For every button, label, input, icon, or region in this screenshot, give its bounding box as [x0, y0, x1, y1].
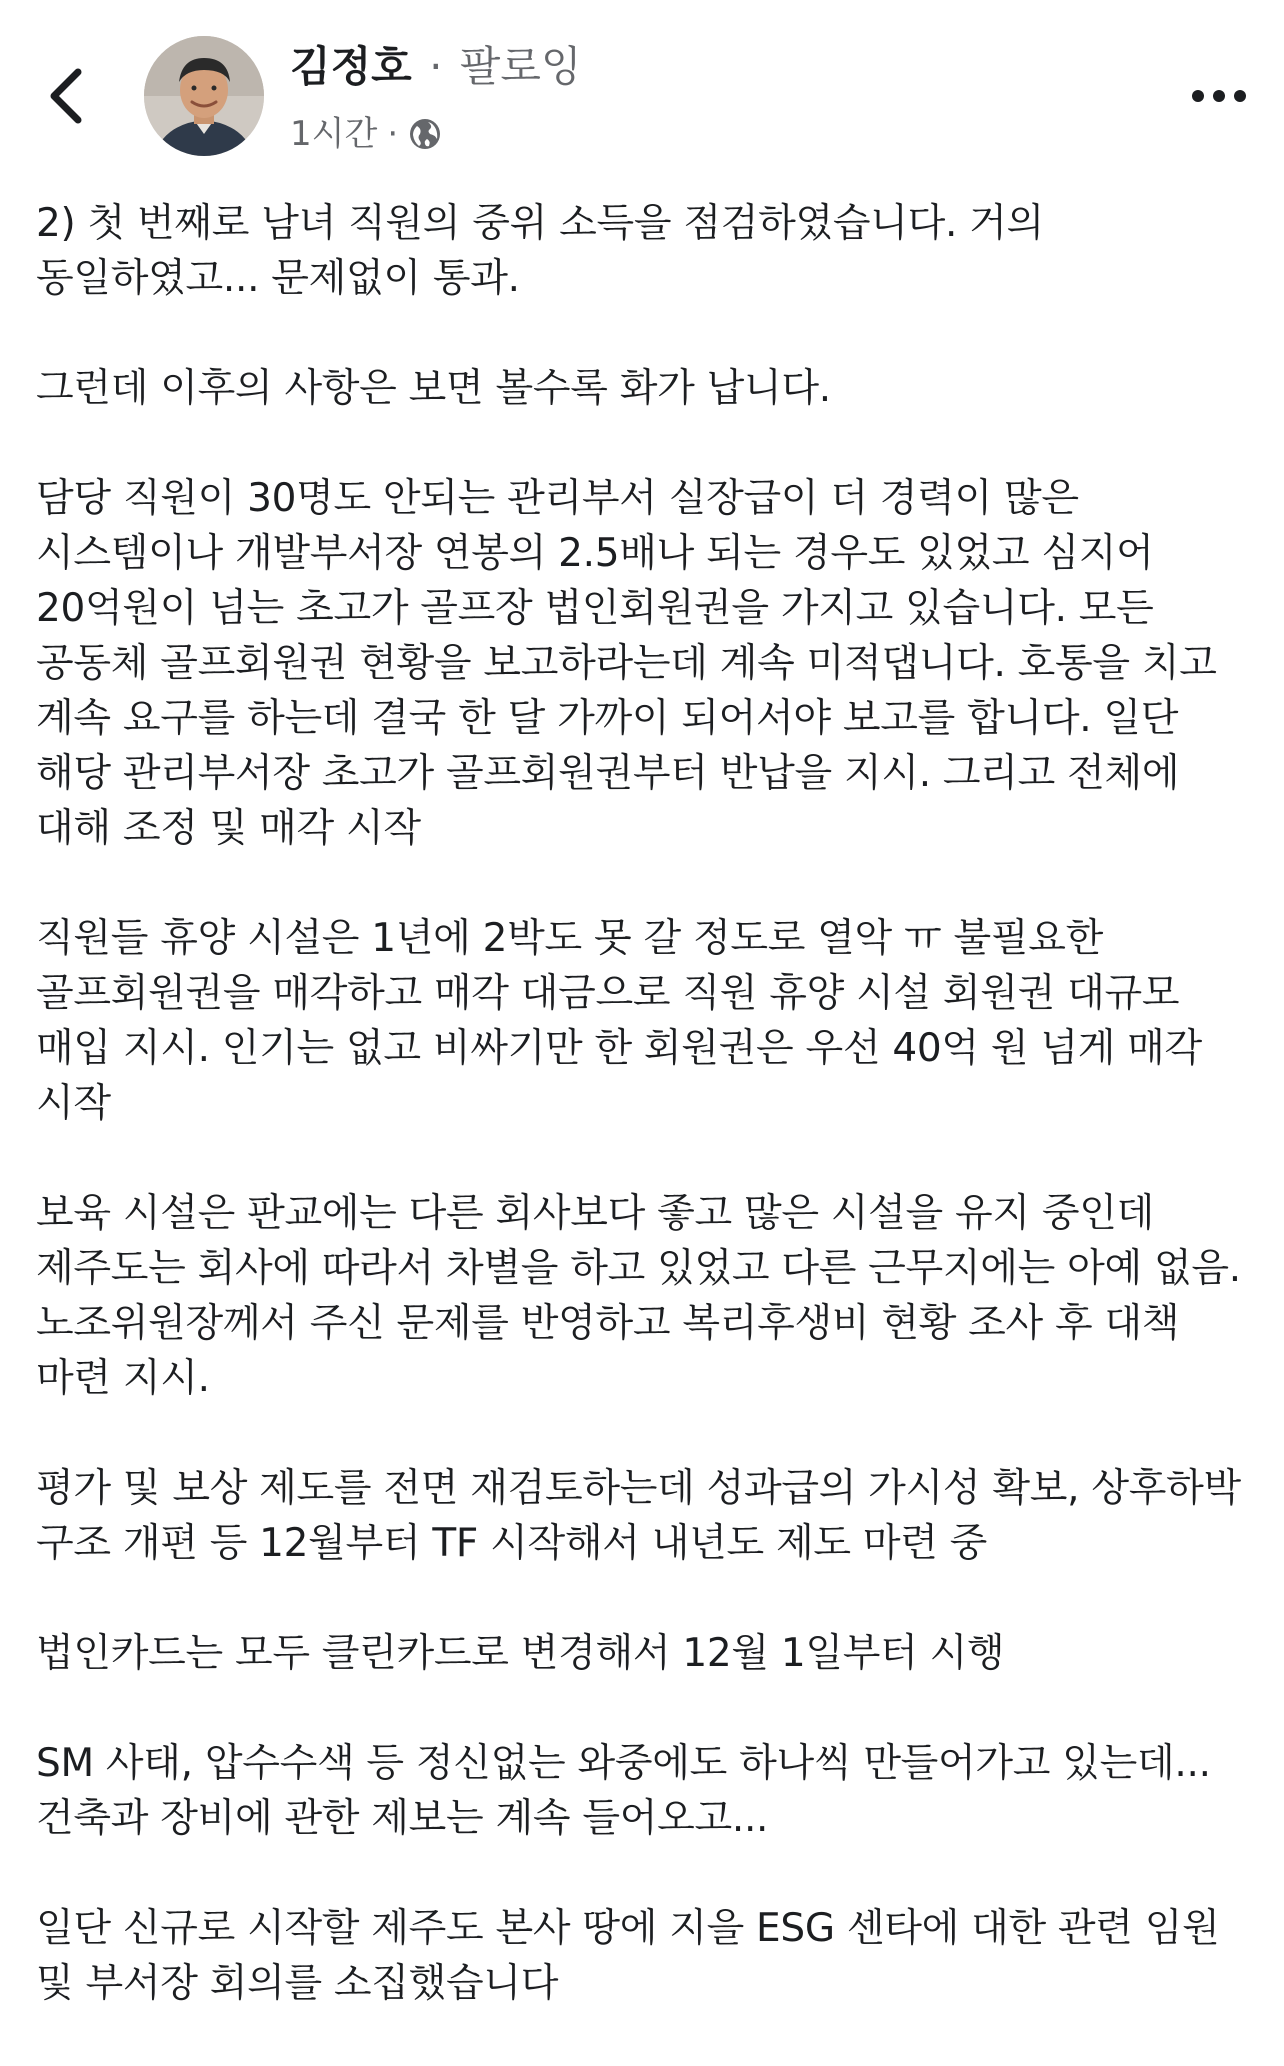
author-line [290, 38, 582, 96]
more-options-icon [1184, 76, 1254, 116]
meta-separator: · [387, 114, 399, 154]
back-button[interactable] [40, 60, 100, 130]
name-separator: · [429, 42, 443, 91]
post-paragraph: SM 사태, 압수수색 등 정신없는 와중에도 하나씩 만들어가고 있는데... 건축과 장비에 관한 제보는 계속 들어오고... [36, 1741, 1211, 1841]
post-timestamp[interactable]: 1시간 [290, 114, 378, 154]
following-button[interactable]: 팔로잉 [459, 42, 582, 91]
post-paragraph: 그런데 이후의 사항은 보면 볼수록 화가 납니다. [36, 366, 831, 411]
post-paragraph: 담당 직원이 30명도 안되는 관리부서 실장급이 더 경력이 많은 시스템이나 개발부서장 연봉의 2.5배나 되는 경우도 있었고 심지어 20억원이 넘는 초고가 골프장 법인회원권을 가지고 있습니다. 모든 공동체 골프회원권 현황을 보고하라는데 계속 미적댑니다. 호통을 치고 계속 요구를 하는데 결국 한 달 가까이 되어서야 보고를 합니다. 일단 해당 관리부서장 초고가 골프회원권부터 반납을 지시. 그리고 전체에 대해 조정 및 매각 시작 [36, 476, 1217, 851]
avatar-photo [144, 36, 264, 156]
more-options-button[interactable] [1184, 76, 1254, 116]
author-avatar[interactable] [144, 36, 264, 156]
globe-icon [408, 117, 442, 151]
post-meta [290, 112, 442, 156]
chevron-left-icon [40, 60, 100, 130]
author-name[interactable]: 김정호 [290, 42, 412, 91]
post-paragraph: 2) 첫 번째로 남녀 직원의 중위 소득을 점검하였습니다. 거의 동일하였고... 문제없이 통과. [36, 201, 1044, 301]
post-paragraph: 평가 및 보상 제도를 전면 재검토하는데 성과급의 가시성 확보, 상후하박 구조 개편 등 12월부터 TF 시작해서 내년도 제도 마련 중 [36, 1466, 1241, 1566]
post-header [0, 0, 1284, 160]
post-paragraph: 보육 시설은 판교에는 다른 회사보다 좋고 많은 시설을 유지 중인데 제주도는 회사에 따라서 차별을 하고 있었고 다른 근무지에는 아예 없음. 노조위원장께서 주신 문제를 반영하고 복리후생비 현황 조사 후 대책 마련 지시. [36, 1191, 1241, 1401]
post-body [36, 196, 1256, 2066]
post-paragraph: 일단 신규로 시작할 제주도 본사 땅에 지을 ESG 센타에 대한 관련 임원 및 부서장 회의를 소집했습니다 [36, 1906, 1220, 2006]
post-paragraph: 직원들 휴양 시설은 1년에 2박도 못 갈 정도로 열악 ㅠ 불필요한 골프회원권을 매각하고 매각 대금으로 직원 휴양 시설 회원권 대규모 매입 지시. 인기는 없고 비싸기만 한 회원권은 우선 40억 원 넘게 매각 시작 [36, 916, 1202, 1126]
post-paragraph: 법인카드는 모두 클린카드로 변경해서 12월 1일부터 시행 [36, 1631, 1005, 1676]
